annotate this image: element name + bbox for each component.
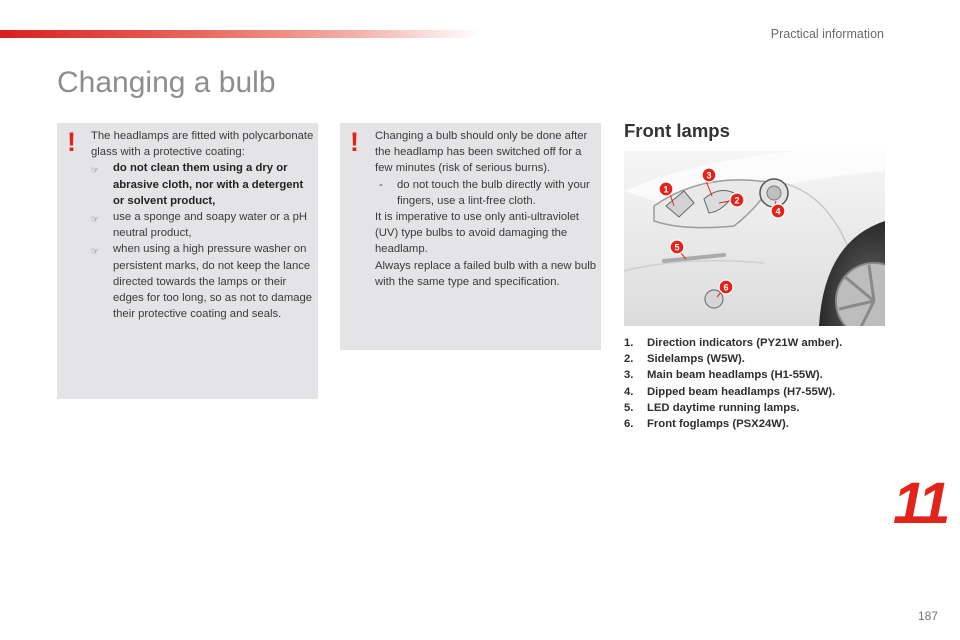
note-text — [91, 128, 315, 322]
list-item — [375, 177, 597, 209]
svg-text:3: 3 — [706, 170, 712, 181]
front-lamps-heading: Front lamps — [624, 120, 730, 141]
svg-text:6: 6 — [723, 282, 729, 293]
bullet-text: when using a high pressure washer on persistent marks, do not keep the lance directed towards the lamps or their edges for too long, so as not to damage their protective coating and seals. — [113, 243, 313, 321]
warning-exclamation-icon: ! — [67, 127, 76, 157]
list-item: 3. Main beam headlamps (H1-55W). — [624, 369, 823, 382]
pointer-bullet-icon: ☞ — [91, 165, 100, 176]
note-paragraph: Always replace a failed bulb with a new bulb with the same type and specification. — [375, 259, 597, 288]
pointer-bullet-icon: ☞ — [91, 214, 100, 225]
front-lamps-legend — [624, 335, 924, 432]
list-item — [91, 241, 315, 322]
list-item: 5. LED daytime running lamps. — [624, 401, 800, 414]
svg-text:2: 2 — [734, 195, 740, 206]
section-header: Practical information — [770, 27, 884, 41]
svg-text:4: 4 — [775, 206, 781, 217]
svg-text:5: 5 — [674, 242, 680, 253]
list-item: 1. Direction indicators (PY21W amber). — [624, 337, 843, 349]
pointer-bullet-icon: ☞ — [91, 246, 100, 257]
page-number: 187 — [917, 609, 938, 623]
note-intro: The headlamps are fitted with polycarbonate glass with a protective coating: — [91, 130, 314, 159]
note-intro: Changing a bulb should only be done after the headlamp has been switched off for a few minutes (risk of serious burns). — [375, 130, 588, 175]
list-item: 2. Sidelamps (W5W). — [624, 353, 745, 366]
front-lamps-illustration — [624, 151, 885, 326]
list-item: 6. Front foglamps (PSX24W). — [624, 418, 789, 431]
warning-note-headlamp-coating — [57, 123, 318, 399]
note-paragraph: It is imperative to use only anti-ultraviolet (UV) type bulbs to avoid damaging the headlamp. — [375, 211, 580, 256]
bullet-text: do not touch the bulb directly with your fingers, use a lint-free cloth. — [397, 178, 590, 207]
warning-note-bulb-safety — [340, 123, 601, 350]
top-accent-bar — [0, 30, 480, 38]
svg-text:1: 1 — [663, 184, 669, 195]
list-item: 4. Dipped beam headlamps (H7-55W). — [624, 385, 836, 398]
bullet-text: do not clean them using a dry or abrasive cloth, nor with a detergent or solvent product, — [113, 162, 304, 207]
warning-exclamation-icon: ! — [350, 127, 359, 157]
list-item — [91, 209, 315, 241]
list-item — [91, 160, 315, 209]
note-text — [375, 128, 597, 290]
page-title: Changing a bulb — [57, 66, 276, 99]
bullet-text: use a sponge and soapy water or a pH neutral product, — [113, 211, 308, 240]
dash-bullet: - — [379, 178, 383, 191]
chapter-number: 11 — [893, 471, 948, 536]
